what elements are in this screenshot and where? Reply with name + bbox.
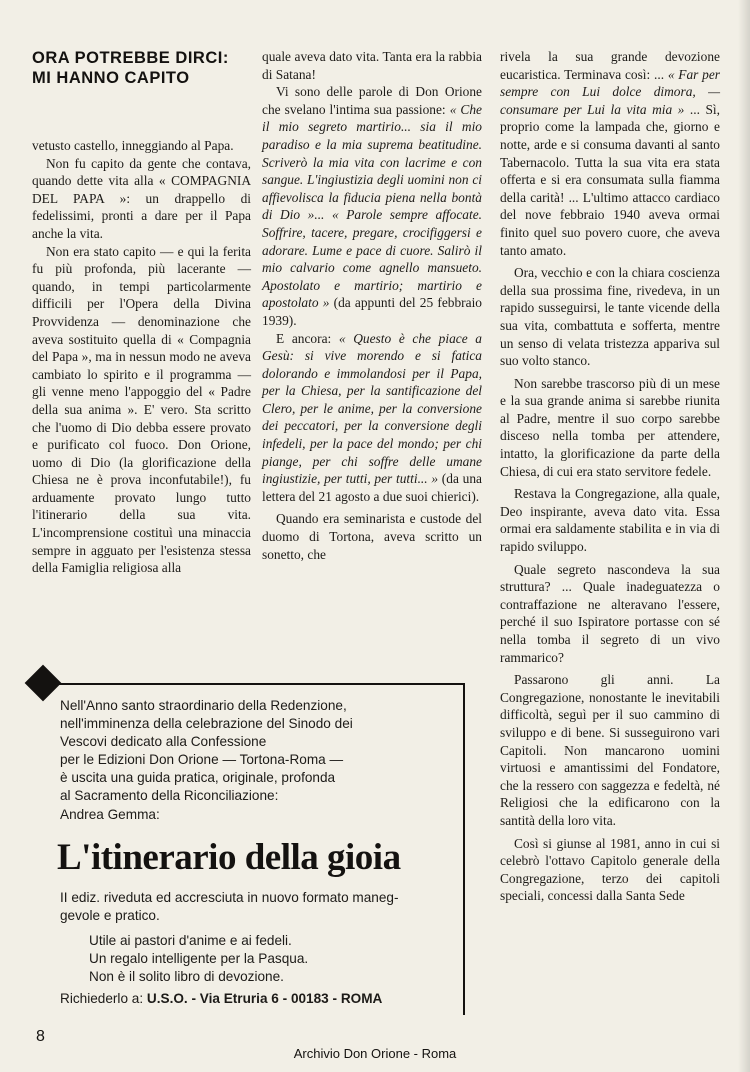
book-author: Andrea Gemma: [60, 807, 160, 822]
quote-source: (da una lettera del 21 agosto a due suoi chierici). [262, 471, 482, 504]
heading-line-2: MI HANNO CAPITO [32, 69, 190, 87]
paragraph-intro: rivela la sua grande devozione eucaristica. Terminava così: ... [500, 49, 720, 82]
heading-line-1: ORA POTREBBE DIRCI: [32, 49, 229, 67]
book-benefits [89, 932, 459, 986]
book-title: L'itinerario della gioia [57, 837, 401, 878]
ad-intro-line: nell'imminenza della celebrazione del Sinodo dei [60, 716, 353, 731]
column1-paragraph: Non fu capito da gente che contava, quando dette vita alla « COMPAGNIA DEL PAPA »: un drappello di fedelissimi, pronti a dare per il Papa anche la vita. [32, 155, 251, 241]
archive-footer: Archivio Don Orione - Roma [293, 1046, 457, 1061]
benefit-line: Utile ai pastori d'anime e ai fedeli. [89, 933, 292, 948]
ad-intro-line: per le Edizioni Don Orione — Tortona-Roma — [60, 752, 344, 767]
benefit-line: Non è il solito libro di devozione. [89, 969, 284, 984]
column2-paragraph [262, 83, 482, 329]
order-info [60, 990, 460, 1008]
column3-paragraph: Restava la Congregazione, alla quale, Deo inspirante, aveva dato vita. Essa ormai era saldamente stabilita e in via di rapido sviluppo. [500, 486, 720, 555]
text-column-1 [32, 137, 251, 577]
benefit-line: Un regalo intelligente per la Pasqua. [89, 951, 309, 966]
column3-paragraph: Ora, vecchio e con la chiara coscienza della sua prossima fine, rivedeva, in un rapido susseguirsi, le tante vicende della sua vita, combattuta e sofferta, mentre un senso di velata tristezza appariva sul suo volto stanco. [500, 265, 720, 369]
column3-paragraph: Passarono gli anni. La Congregazione, nonostante le inevitabili difficoltà, seguì per il suo cammino di sviluppo e di bene. Si susseguirono vari Capitoli. Non mancarono uomini virtuosi e amantissimi del Fondatore, che la ressero con saggezza e fedeltà, né Religiosi che la edificarono con la santità della loro vita. [500, 672, 720, 828]
text-column-3 [500, 48, 720, 905]
section-heading [32, 48, 257, 88]
quote-text: « Questo è che piace a Gesù: si vive morendo e si fatica dolorando e immolandosi per il Papa, per la Chiesa, per la santificazione del Clero, per le anime, per la conversione dei peccatori, per la conversione degli infedeli, per la pace del mondo; per chi piange, per chi soffre delle umane ingiustizie, per tutti, per tutti... » [262, 330, 482, 487]
advertisement-intro [60, 697, 460, 805]
edition-line: II ediz. riveduta ed accresciuta in nuovo formato maneg- [60, 890, 399, 905]
edition-line: gevole e pratico. [60, 908, 160, 923]
ad-intro-line: Vescovi dedicato alla Confessione [60, 734, 267, 749]
column3-paragraph: Non sarebbe trascorso più di un mese e la sua grande anima si sarebbe riunita al Padre, mentre il suo corpo sarebbe disceso nella tomba per attendere, intatto, la glorificazione da parte della Chiesa, di cui era stato servitore fedele. [500, 375, 720, 479]
text-column-2 [262, 48, 482, 563]
ad-intro-line: è uscita una guida pratica, originale, profonda [60, 770, 336, 785]
column2-paragraph [262, 330, 482, 506]
column3-paragraph: Così si giunse al 1981, anno in cui si celebrò l'ottavo Capitolo generale della Congregazione, terzo dei capitoli speciali, concessi dalla Santa Sede [500, 835, 720, 904]
quote-intro: E ancora: [276, 330, 339, 346]
ad-intro-line: Nell'Anno santo straordinario della Redenzione, [60, 698, 347, 713]
quote-text: « Far per sempre con Lui dolce dimora, — consumare per Lui la vita mia » [500, 66, 720, 117]
paragraph-rest: ... Sì, proprio come la lampada che, giorno e notte, arde e si consuma davanti al santo Tabernacolo. Tutta la sua vita era stata offerta e si era consumata sulla fiamma della carità! ... L'ultimo attacco cardiaco del nove febbraio 1940 aveva ormai finito quel suo povero cuore, che aveva tanto amato. [500, 101, 720, 258]
column3-paragraph [500, 48, 720, 259]
order-label: Richiederlo a: [60, 991, 147, 1006]
column1-paragraph: Non era stato capito — e qui la ferita fu più profonda, più lacerante — quando, in tempi particolarmente difficili per l'Opera della Divina Provvidenza — denominazione che aveva sostituito quella di « Compagnia del Papa », ma in nessun modo ne aveva cambiato lo spirito e il programma — gli venne meno l'appoggio del « Padre della sua anima ». E' vero. Sta scritto che l'uomo di Dio debba essere provato e purificato col fuoco. Don Orione, uomo di Dio (la glorificazione della Chiesa ne è prova inconfutabile!), fu arduamente provato lungo tutto l'itinerario della sua vita. L'incomprensione costituì una minaccia sempre in agguato per l'esistenza stessa della Famiglia religiosa alla [32, 243, 251, 576]
edition-note [60, 889, 460, 925]
quote-intro: Vi sono delle parole di Don Orione che svelano l'intima sua passione: [262, 84, 482, 117]
ad-intro-line: al Sacramento della Riconciliazione: [60, 788, 279, 803]
quote-text: « Che il mio segreto martirio... sia il mio paradiso e la mia suprema beatitudine. Scriverò la mia vita con lacrime e con sangue. L'ingiustizia degli uomini non ci affievolisca la fiducia piena nella bontà di Dio »... « Parole sempre affocate. Soffrire, tacere, pregare, crocifiggersi e adorare. Lume e pace di cuore. Salirò il mio calvario come agnello mansueto. Apostolato e martirio; martirio e apostolato » [262, 101, 482, 311]
column2-paragraph: Quando era seminarista e custode del duomo di Tortona, aveva scritto un sonetto, che [262, 511, 482, 562]
column2-paragraph: quale aveva dato vita. Tanta era la rabbia di Satana! [262, 49, 482, 82]
column1-paragraph: vetusto castello, inneggiando al Papa. [32, 138, 234, 153]
order-address: U.S.O. - Via Etruria 6 - 00183 - ROMA [146, 991, 383, 1006]
page-edge-shadow [738, 0, 750, 1072]
column3-paragraph: Quale segreto nascondeva la sua struttura? ... Quale inadeguatezza o contraffazione ne alteravano l'essere, perché il suo Ispiratore portasse con sé nella tomba il segreto di un vivo rammarico? [500, 561, 720, 665]
quote-source: (da appunti del 25 febbraio 1939). [262, 295, 482, 328]
page-number: 8 [36, 1028, 45, 1045]
